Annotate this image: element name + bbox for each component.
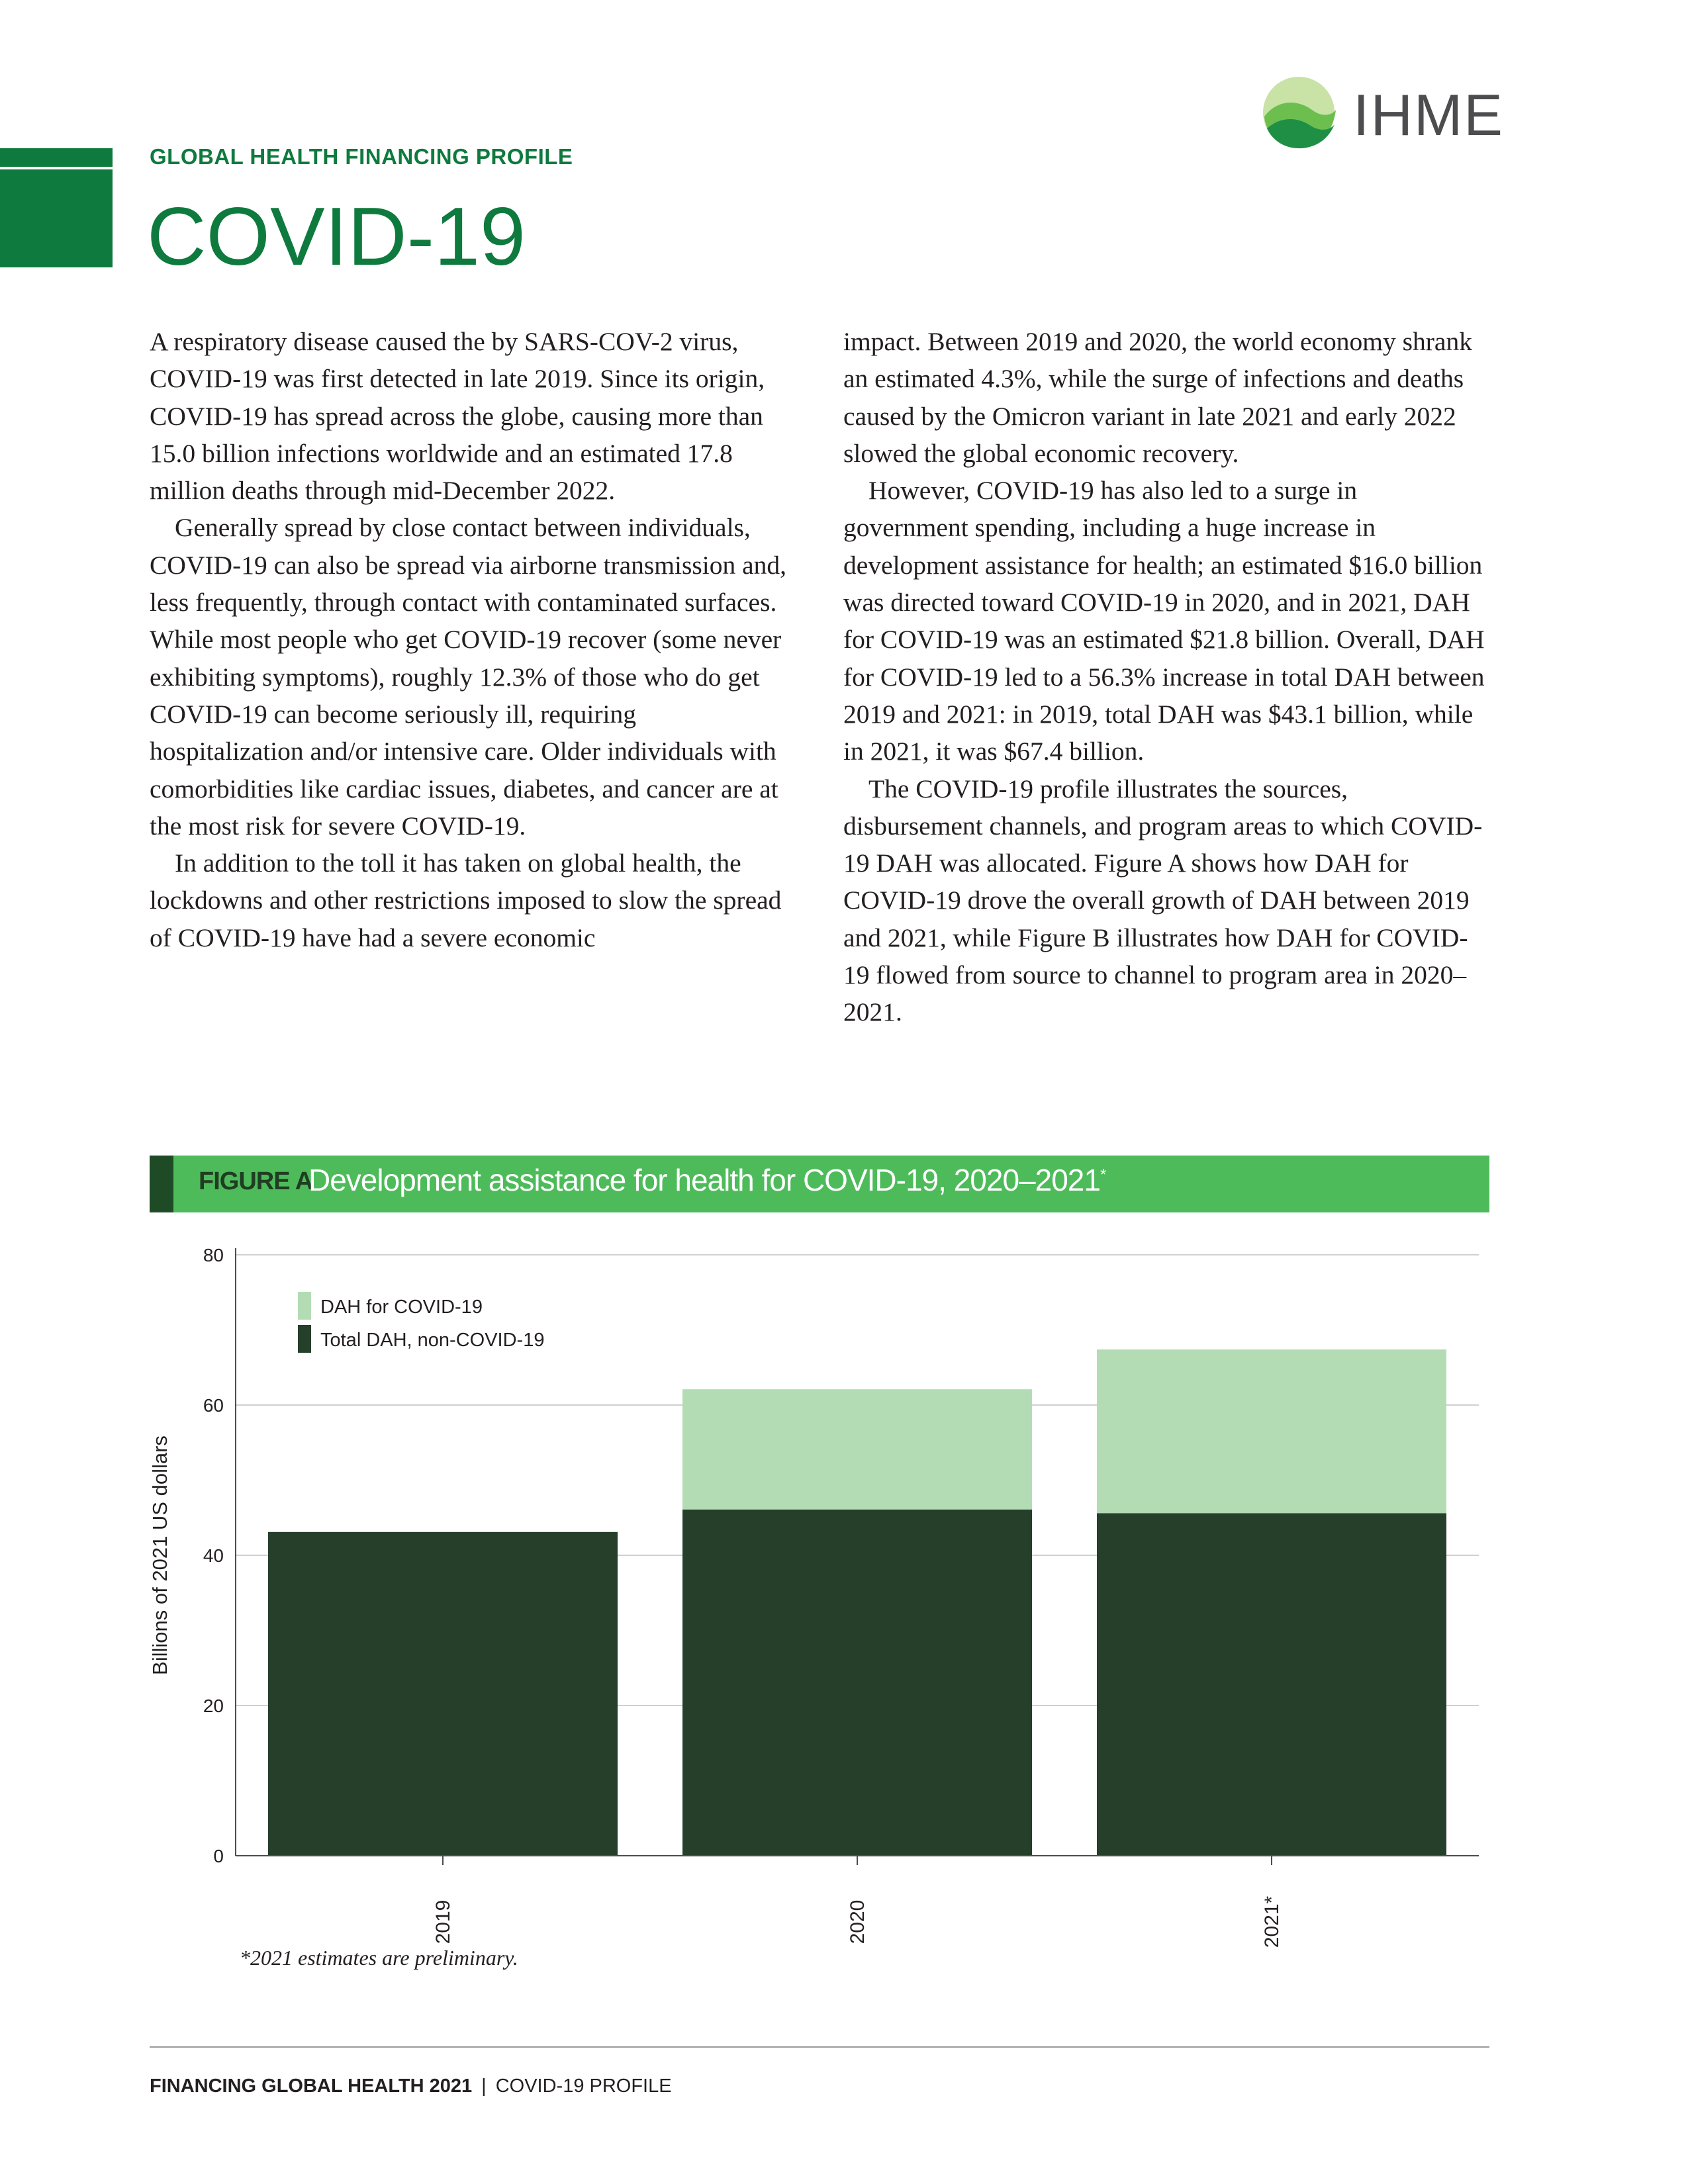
footer-rule xyxy=(150,2046,1489,2048)
body-paragraph: The COVID-19 profile illustrates the sources, disbursement channels, and program areas to which COVID-19 DAH was allocated. Figure A shows how DAH for COVID-19 drove the overall growth of DAH between 2019 and 2021, while Figure B illustrates how DAH for COVID-19 flowed from source to channel to program area in 2020–2021. xyxy=(843,774,1483,1027)
body-paragraph: Generally spread by close contact between individuals, COVID-19 can also be spread via airborne transmission and, less frequently, through contact with contaminated surfaces. While most people who get COVID-19 recover (some never exhibiting symptoms), roughly 12.3% of those who do get COVID-19 can become seriously ill, requiring hospitalization and/or intensive care. Older individuals with comorbidities like cardiac issues, diabetes, and cancer are at the most risk for severe COVID-19. xyxy=(150,513,787,841)
legend-label: Total DAH, non-COVID-19 xyxy=(320,1330,545,1351)
x-tick-label: 2019 xyxy=(432,1899,454,1944)
footer-publication: FINANCING GLOBAL HEALTH 2021 xyxy=(150,2075,473,2097)
bar-segment xyxy=(268,1532,618,1856)
bar-segment xyxy=(682,1389,1032,1510)
legend-swatch xyxy=(298,1325,311,1353)
footer-separator: | xyxy=(481,2075,487,2097)
body-paragraph: A respiratory disease caused the by SARS-COV-2 virus, COVID-19 was first detected in late 2019. Since its origin, COVID-19 has spread across the globe, causing more than 15.0 billion infections worldwide and an estimated 17.8 million deaths through mid-December 2022. xyxy=(150,327,765,506)
y-tick-label: 80 xyxy=(203,1245,224,1265)
x-tick-label: 2021* xyxy=(1261,1895,1283,1948)
bar-segment xyxy=(1097,1513,1446,1856)
ihme-logo-text: IHME xyxy=(1353,82,1504,148)
body-paragraph: However, COVID-19 has also led to a surge in government spending, including a huge increase in development assistance for health; an estimated $16.0 billion was directed toward COVID-19 in 2020, and in 2021, DAH for COVID-19 was an estimated $21.8 billion. Overall, DAH for COVID-19 led to a 56.3% increase in total DAH between 2019 and 2021: in 2019, total DAH was $43.1 billion, while in 2021, it was $67.4 billion. xyxy=(843,476,1485,766)
figure-title-text: Development assistance for health for COVID-19, 2020–2021 xyxy=(308,1163,1100,1197)
body-paragraph: impact. Between 2019 and 2020, the world economy shrank an estimated 4.3%, while the surge of infections and deaths caused by the Omicron variant in late 2021 and early 2022 slowed the global economic recovery. xyxy=(843,327,1472,468)
y-tick-label: 0 xyxy=(213,1846,224,1866)
figure-label: FIGURE A xyxy=(199,1167,313,1195)
body-paragraph: In addition to the toll it has taken on global health, the lockdowns and other restrictions imposed to slow the spread of COVID-19 have had a severe economic xyxy=(150,848,782,952)
page-footer xyxy=(150,2075,672,2097)
page-title: COVID-19 xyxy=(147,191,526,283)
figure-footnote: *2021 estimates are preliminary. xyxy=(240,1946,518,1970)
figure-title-mark: * xyxy=(1100,1165,1106,1184)
profile-kicker: GLOBAL HEALTH FINANCING PROFILE xyxy=(150,144,573,169)
x-tick-label: 2020 xyxy=(847,1899,868,1944)
y-axis-label: Billions of 2021 US dollars xyxy=(148,1435,171,1675)
legend-label: DAH for COVID-19 xyxy=(320,1297,483,1318)
bar-segment xyxy=(682,1510,1032,1856)
legend-swatch xyxy=(298,1292,311,1320)
y-tick-label: 40 xyxy=(203,1545,224,1566)
footer-section: COVID-19 PROFILE xyxy=(495,2075,672,2097)
y-tick-label: 20 xyxy=(203,1696,224,1716)
bar-segment xyxy=(1097,1349,1446,1513)
y-tick-label: 60 xyxy=(203,1395,224,1416)
